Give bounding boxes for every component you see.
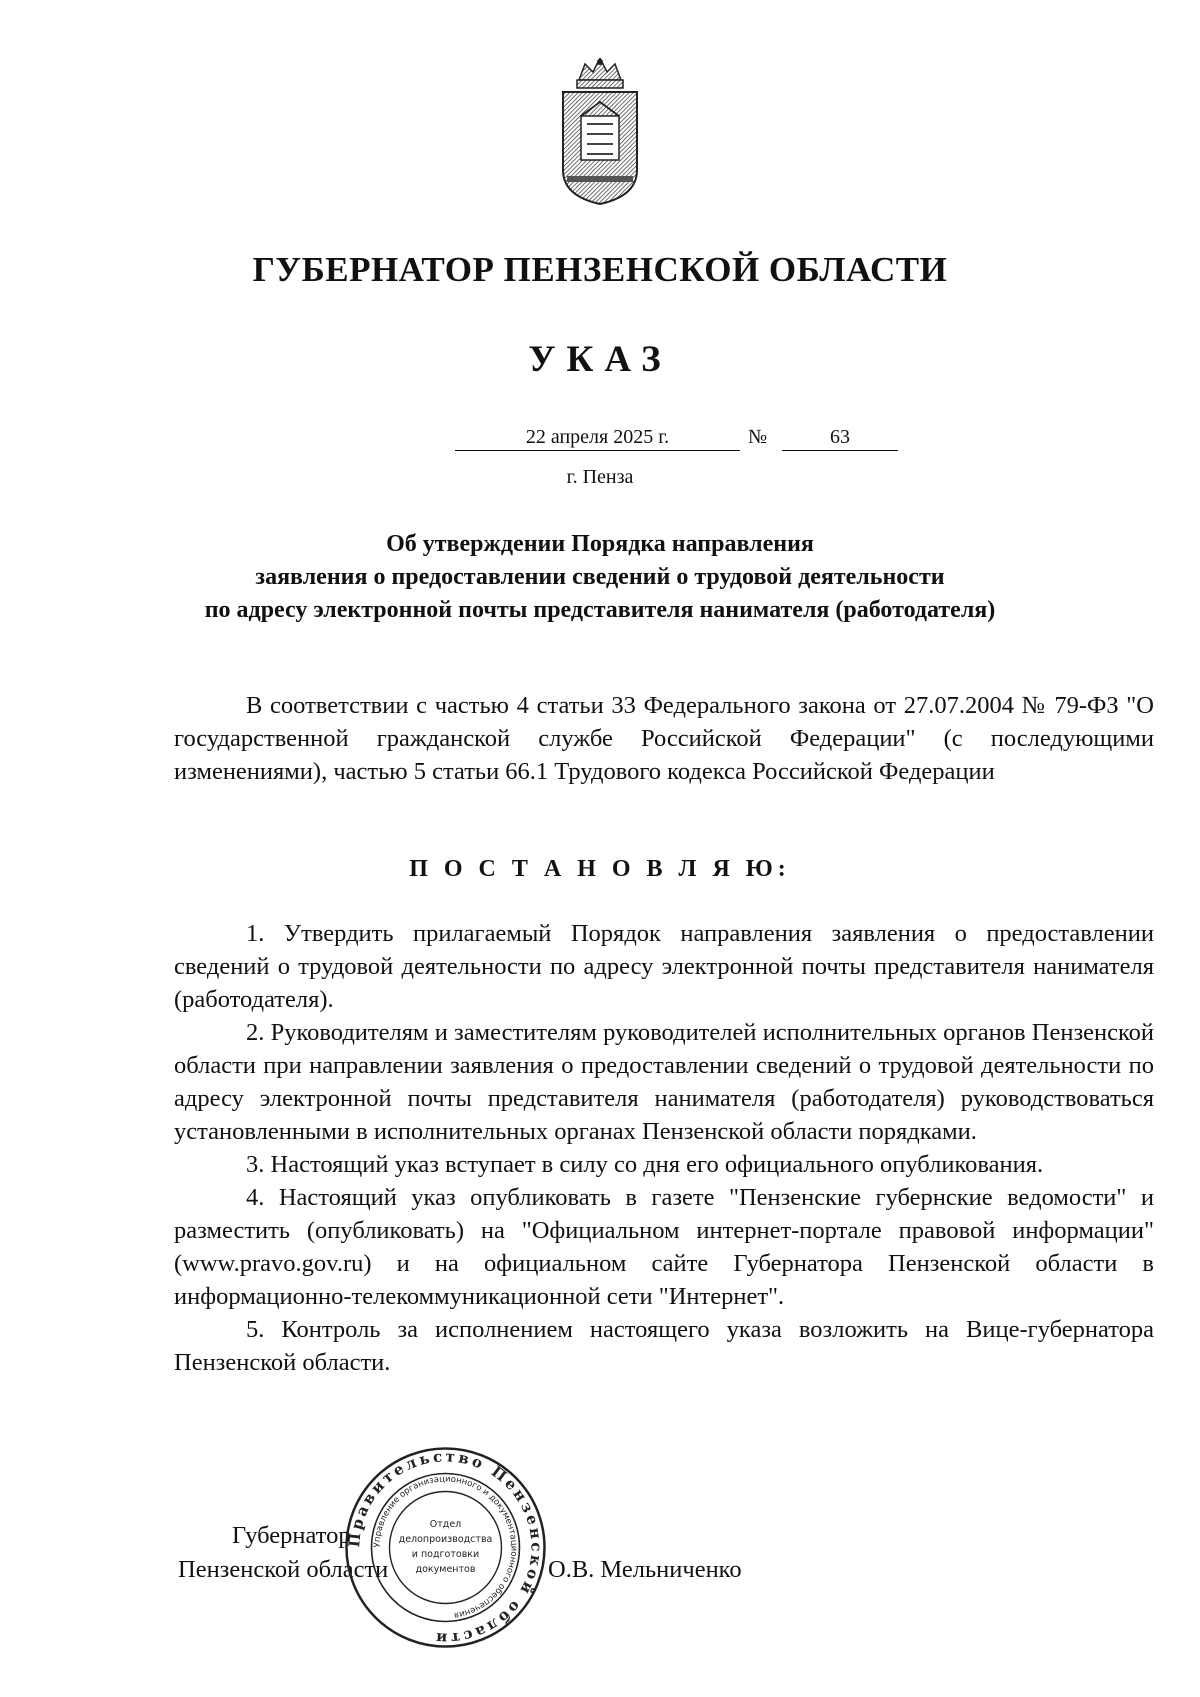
document-number: 63 [782,424,898,451]
preamble [174,689,1154,788]
stamp-center-line: документов [415,1564,476,1575]
decree-item: 5. Контроль за исполнением настоящего указа возложить на Вице-губернатора Пензенской области. [174,1316,1154,1376]
subject-line: Об утверждении Порядка направления [386,531,814,557]
stamp-center-line: Отдел [429,1519,462,1530]
signatory-region: Пензенской области [178,1556,389,1583]
stamp-center-line: и подготовки [411,1549,480,1560]
stamp-outer-text: Правительство Пензенской области [345,1447,546,1648]
official-stamp-icon [343,1445,548,1650]
signatory-title: Губернатор [232,1522,351,1549]
decree-heading: П О С Т А Н О В Л Я Ю: [409,856,791,882]
decree-items [174,917,1154,1379]
signatory-name: О.В. Мельниченко [548,1556,742,1583]
registration-row [0,424,1200,454]
preamble-paragraph: В соответствии с частью 4 статьи 33 Федерального закона от 27.07.2004 № 79-ФЗ "О государственной гражданской службе Российской Федерации" (с последующими изменениями), частью 5 статьи 66.1 Трудового кодекса Российской Федерации [174,692,1154,785]
decree-item: 3. Настоящий указ вступает в силу со дня его официального опубликования. [246,1151,1044,1178]
svg-text:Управление организационного и [372,1474,518,1620]
stamp-center-line: делопроизводства [398,1534,493,1545]
issuing-authority: ГУБЕРНАТОР ПЕНЗЕНСКОЙ ОБЛАСТИ [252,250,948,289]
document-type: УКАЗ [528,339,672,380]
decree-item: 1. Утвердить прилагаемый Порядок направления заявления о предоставлении сведений о трудовой деятельности по адресу электронной почты представителя нанимателя (работодателя). [174,920,1154,1013]
place-of-issue: г. Пенза [566,466,634,488]
number-sign: № [748,426,768,448]
subject-line: заявления о предоставлении сведений о трудовой деятельности [255,564,945,590]
decree-item: 2. Руководителям и заместителям руководителей исполнительных органов Пензенской области при направлении заявления о предоставлении сведений о трудовой деятельности по адресу электронной почты представителя нанимателя (работодателя) руководствоваться установленными в исполнительных органах Пензенской области порядками. [174,1019,1154,1145]
document-date: 22 апреля 2025 г. [455,424,740,451]
decree-item: 4. Настоящий указ опубликовать в газете "Пензенские губернские ведомости" и разместить (опубликовать) на "Официальном интернет-портале правовой информации" (www.pravo.gov.ru) и на официальном сайте Губернатора Пензенской области в информационно-телекоммуникационной сети "Интернет". [174,1184,1154,1310]
coat-of-arms-icon [557,58,643,208]
stamp-middle-text: Управление организационного и документационного обеспечения [372,1474,519,1620]
subject-line: по адресу электронной почты представителя нанимателя (работодателя) [204,597,996,623]
document-subject [0,528,1200,627]
